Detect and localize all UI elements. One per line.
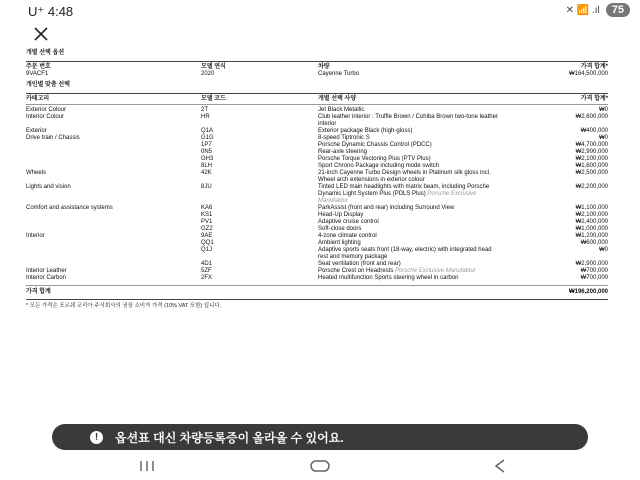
option-row	[26, 135, 608, 142]
option-category	[26, 261, 201, 268]
option-category	[26, 163, 201, 170]
option-row	[26, 142, 608, 149]
option-code: GH3	[201, 156, 214, 162]
option-price: ₩0	[599, 135, 608, 141]
option-price: ₩2,200,000	[575, 184, 608, 190]
option-code: KS1	[201, 212, 213, 218]
option-category: Exterior Colour	[26, 107, 67, 113]
header-vehicle: 차량	[318, 64, 330, 70]
option-row	[26, 268, 608, 275]
option-price: ₩1,100,000	[575, 205, 608, 211]
option-option: Heated multifunction Sports steering wheel in carbon	[318, 275, 459, 281]
home-icon[interactable]	[308, 458, 332, 474]
status-time: U⁺ 4:48	[28, 4, 74, 19]
info-icon: !	[90, 431, 103, 444]
option-category	[26, 142, 201, 149]
nav-bar	[0, 452, 640, 480]
option-code: 9AE	[201, 233, 213, 239]
option-category: Wheels	[26, 170, 47, 176]
option-option: Exterior package Black (high-gloss)	[318, 128, 413, 134]
option-category: Interior Carbon	[26, 275, 67, 281]
header-order-no: 주문 번호	[26, 64, 51, 70]
option-price: ₩2,900,000	[575, 149, 608, 155]
header-code: 모델 코드	[201, 96, 226, 102]
option-price: ₩600,000	[580, 240, 608, 246]
option-row	[26, 275, 608, 282]
option-category: Comfort and assistance systems	[26, 205, 113, 211]
option-row	[26, 205, 608, 212]
option-code: 2FX	[201, 275, 213, 281]
toast-message	[52, 424, 588, 450]
option-row	[26, 247, 608, 261]
option-option: Porsche Crest on Headrests Porsche Exclusive Manufaktur	[318, 268, 476, 274]
status-bar	[0, 0, 640, 22]
option-price: ₩2,100,000	[575, 156, 608, 162]
option-code: G1G	[201, 135, 214, 141]
option-option: 8-speed Tiptronic S	[318, 135, 370, 141]
option-category	[26, 226, 201, 233]
summary-row	[26, 71, 608, 78]
option-code: 1P7	[201, 142, 212, 148]
option-price: ₩1,200,000	[575, 233, 608, 239]
option-option: Jet Black Metallic	[318, 107, 365, 113]
option-price: ₩2,400,000	[575, 219, 608, 225]
option-option: Adaptive sports seats front (18-way, electric) with integrated head rest and memory package	[318, 247, 492, 260]
option-row	[26, 184, 608, 205]
model-year: 2020	[201, 71, 215, 77]
option-price: ₩400,000	[580, 128, 608, 134]
option-option: Club leather interior : Truffle Brown / Cohiba Brown two-tone leather interior	[318, 114, 498, 127]
option-code: 0N5	[201, 149, 213, 155]
options-table	[26, 107, 608, 282]
option-code: 42K	[201, 170, 212, 176]
option-category	[26, 240, 201, 247]
option-option: Ambient lighting	[318, 240, 361, 246]
option-category	[26, 149, 201, 156]
option-row	[26, 233, 608, 240]
option-option: Seat ventilation (front and rear)	[318, 261, 401, 267]
option-row	[26, 226, 608, 233]
order-number: 9VACF1	[26, 71, 49, 77]
option-option: Porsche Dynamic Chassis Control (PDCC)	[318, 142, 432, 148]
vehicle-name: Cayenne Turbo	[318, 71, 360, 77]
option-code: PV1	[201, 219, 213, 225]
total-row	[26, 286, 608, 299]
option-code: HR	[201, 114, 210, 120]
signal-icons: ✕ 📶 .ıl	[565, 4, 600, 16]
header-model-year: 모델 연식	[201, 64, 226, 70]
option-price: ₩2,100,000	[575, 212, 608, 218]
option-row	[26, 261, 608, 268]
header-option-price: 가격 합계*	[580, 96, 608, 102]
option-row	[26, 114, 608, 128]
option-price: ₩700,000	[580, 275, 608, 281]
option-category: Exterior	[26, 128, 47, 134]
option-category	[26, 156, 201, 163]
back-icon[interactable]	[488, 458, 512, 474]
option-option: Porsche Torque Vectoring Plus (PTV Plus)	[318, 156, 431, 162]
option-option: Rear-axle steering	[318, 149, 368, 155]
option-option: 4-zone climate control	[318, 233, 377, 239]
close-icon[interactable]	[33, 26, 49, 42]
option-code: Q1A	[201, 128, 214, 134]
options-header	[26, 94, 608, 103]
total-value: ₩196,200,000	[568, 289, 608, 295]
option-price: ₩2,900,000	[575, 261, 608, 267]
section-title-custom: 개인별 맞춤 선택	[26, 82, 70, 88]
option-row	[26, 128, 608, 135]
header-category: 카테고리	[26, 96, 50, 102]
option-price: ₩0	[599, 247, 608, 253]
option-code: 8LH	[201, 163, 213, 169]
option-price: ₩4,700,000	[575, 142, 608, 148]
option-code: KA6	[201, 205, 213, 211]
option-option: Soft-close doors	[318, 226, 362, 232]
option-row	[26, 163, 608, 170]
option-code: GZ2	[201, 226, 213, 232]
status-icons	[566, 3, 630, 17]
header-price: 가격 합계*	[580, 64, 608, 70]
option-code: QQ1	[201, 240, 214, 246]
total-label: 가격 합계	[26, 289, 51, 295]
summary-header	[26, 62, 608, 71]
option-row	[26, 156, 608, 163]
option-price: ₩1,000,000	[575, 226, 608, 232]
option-code: Q1J	[201, 247, 213, 253]
option-option: Tinted LED main headlights with matrix beam, including Porsche Dynamic Light System Plus (PDLS Plus) Porsche Exclusive Manufaktur	[318, 184, 490, 204]
footnote: * 모든 가격은 포르쉐 코리아 주식회사의 권장 소비자 가격 (10% VAT 포함) 입니다.	[26, 303, 222, 309]
option-category	[26, 212, 201, 219]
option-category: Interior Colour	[26, 114, 65, 120]
option-row	[26, 240, 608, 247]
option-row	[26, 107, 608, 114]
option-price: ₩2,600,000	[575, 114, 608, 120]
option-category	[26, 219, 201, 226]
option-row	[26, 212, 608, 219]
option-row	[26, 149, 608, 156]
option-price: ₩700,000	[580, 268, 608, 274]
toast-text: 옵션표 대신 차량등록증이 올라올 수 있어요.	[115, 430, 344, 445]
option-category: Lights and vision	[26, 184, 71, 190]
option-code: 8JU	[201, 184, 212, 190]
option-option: Adaptive cruise control	[318, 219, 379, 225]
option-price: ₩1,600,000	[575, 163, 608, 169]
option-category	[26, 247, 201, 261]
base-price: ₩164,500,000	[568, 71, 608, 77]
option-row	[26, 219, 608, 226]
section-title-individual: 개별 선택 옵션	[26, 50, 65, 56]
option-sheet	[26, 50, 608, 310]
option-option: ParkAssist (front and rear) including Surround View	[318, 205, 455, 211]
option-price: ₩2,500,000	[575, 170, 608, 176]
option-code: 5ZF	[201, 268, 212, 274]
header-option: 개별 선택 사양	[318, 96, 357, 102]
option-option: Sport Chrono Package including mode switch	[318, 163, 440, 169]
option-category: Interior	[26, 233, 45, 239]
option-option: Head-Up Display	[318, 212, 364, 218]
option-category: Drive train / Chassis	[26, 135, 80, 141]
option-category: Interior Leather	[26, 268, 67, 274]
recent-apps-icon[interactable]	[135, 458, 159, 474]
battery-badge: 75	[606, 3, 630, 17]
option-price: ₩0	[599, 107, 608, 113]
option-code: 2T	[201, 107, 209, 113]
option-manufaktur-note: Porsche Exclusive Manufaktur	[318, 191, 477, 204]
option-row	[26, 170, 608, 184]
option-manufaktur-note: Porsche Exclusive Manufaktur	[395, 268, 476, 274]
option-code: 4D1	[201, 261, 213, 267]
option-option: 21-inch Cayenne Turbo Design wheels in Platinum silk gloss incl. Wheel arch extensions in exterior colour	[318, 170, 491, 183]
